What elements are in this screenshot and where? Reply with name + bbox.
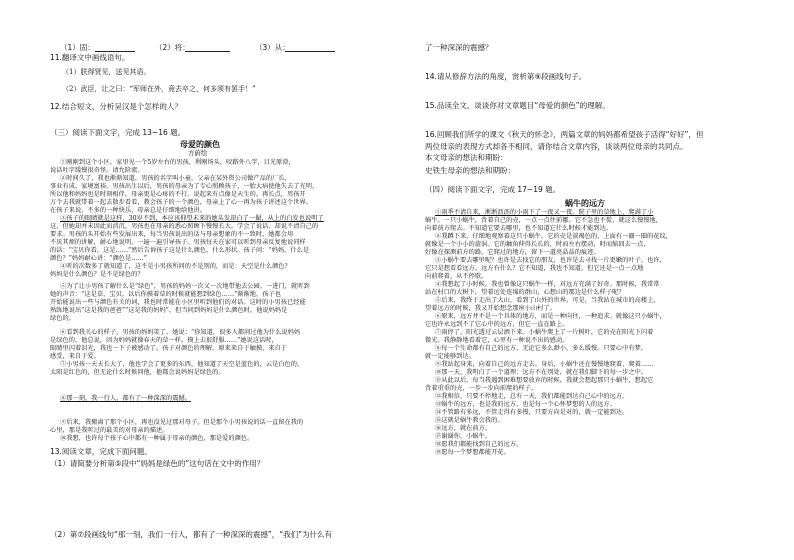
essay2-line: 就一定能够到达。 xyxy=(425,353,475,360)
essay-line: 颜色？”妈妈耐心讲：“颜色是……” xyxy=(50,255,147,262)
essay-line: 绿色的。 xyxy=(50,315,75,322)
essay-line: 在孩子来说，不多的一种快乐，母亲总是仔细地给他讲。 xyxy=(50,207,206,214)
essay2-line: ⑧每一个生命都有自己的远方，无论它多么渺小，多么缓慢。只要心中有梦， xyxy=(435,345,648,352)
essay2-line: ②我蹲下来，仔细地观察着这只小蜗牛。它的壳是淡褐色的，上面有一圈一圈的花纹， xyxy=(435,233,673,240)
essay2-line: 蜗牛。一只小蜗牛，背着自己的壳，一点一点往前挪。它不急也不慌，就这么慢慢地， xyxy=(425,217,663,224)
essay-line: ⑥看到我关心的样子，男孩的妈妈笑了。她说：“你知道，很多人都问过他为什么说妈妈 xyxy=(60,329,301,336)
essay2-line: ⑮这就是蜗牛教会我的。 xyxy=(435,417,504,424)
essay-line-underlined: ⑧那一刻，我一行人，都有了一种深深的震撼。 xyxy=(60,395,191,402)
essay2-line: 好像在探测前方的路。它爬过的地方，留下一道亮晶晶的痕迹。 xyxy=(425,249,600,256)
essay2-line: 它也许永远到不了它心中的远方，但它一直在路上。 xyxy=(425,321,569,328)
essay2-line: ⑫我相信，只要不停地走，总有一天，我们都能到达自己心中的远方。 xyxy=(435,393,629,400)
answer-line xyxy=(285,51,335,52)
essay-line: 她的声音：“这是草，宝贝，以后你摸着草的时候就能想到绿色……”渐渐地，孩子也 xyxy=(50,291,281,298)
q10-sub-b: （2）将： xyxy=(155,43,190,52)
answer-line xyxy=(95,51,135,52)
q11-item-2: （2）武臣，让之曰：“军师在外，竟去卒之，何多须有罢手！” xyxy=(62,85,256,93)
essay2-line: ⑦雨停了，阳光透过云层洒下来。小蜗牛爬上了一片树叶，它的壳在阳光下闪着 xyxy=(435,329,654,336)
essay-line: 是绿色的，他总说，因为妈妈就像春天的草一样，摸上去很舒服……”她说这话时， xyxy=(50,337,278,344)
essay-title: 母爱的颜色 xyxy=(180,139,220,149)
essay2-line: ⑰谢谢你，小蜗牛。 xyxy=(435,433,492,440)
essay2-line: ⑱愿我们都能找到自己的远方。 xyxy=(435,441,523,448)
essay-line: 要求。男孩的头开始有些发展出来，每当男孩说出的话与母亲想象的不一致时，她都会用 xyxy=(50,231,294,238)
essay-line: 眼睛里闪着泪光，我也一下子被感动了。孩子对颜色的理解，原来来自于触摸，来自于 xyxy=(50,345,288,352)
essay2-line: ⑥原来，远方并不是一个具体的地方，而是一种向往，一种追求。就像这只小蜗牛， xyxy=(435,313,666,320)
q11-item-1: （1）朕得贤见，送见其语。 xyxy=(62,68,151,76)
essay2-line: 向前爬着，从不停歇。 xyxy=(425,273,488,280)
essay-line: 不厌其烦的讲解，耐心地说明，一遍一遍引导孩子。男孩每天在家可以听到母亲反复地说同样 xyxy=(50,239,306,246)
essay2-line: ⑲愿每一个梦想都能开花。 xyxy=(435,449,510,456)
essay2-line: ⑤后来，我终于走出了大山，看到了山外的世界。可是，当我站在城市的高楼上， xyxy=(435,297,660,304)
q13-part-1: （1）请简要分析第⑤段中“妈妈是绿色的”这句话在文中的作用？ xyxy=(50,459,265,468)
essay-line: ⑦小男孩一天天长大了，他也学会了更多的东西，他知道了天空是蓝色的，云是白色的， xyxy=(60,361,304,368)
q14-stem: 14.请从修辞方法的角度，赏析第⑨段画线句子。 xyxy=(425,72,587,81)
essay2-line: ③小蜗牛要去哪里呢？也许是去找它的朋友，也许是去寻找一片更嫩的叶子，也许， xyxy=(435,257,666,264)
essay2-line: ⑩那一天，我明白了一个道理：远方不在别处，就在我们脚下的每一步之中。 xyxy=(435,369,648,376)
essay2-line: 望着远方的时候，我又开始想念那座小山村了。 xyxy=(425,305,556,312)
essay-line: 事业有成。家境富裕。男孩出生以后，男孩的母亲为了专心照顾孩子，一胎大病使他失去了光明， xyxy=(50,183,319,190)
essay-line: ②时间久了，我也渐渐知道，男孩的名字叫小童，父亲在某外资公司做产品的厂长， xyxy=(60,175,291,182)
essay-line: 这，但她却并未因此而消沉，男孩也在母亲的悉心照顾下慢慢长大。学会了说话，却说不清自己的 xyxy=(50,223,319,230)
section-4-heading: （四）阅读下面文字，完成 17~19 题。 xyxy=(425,185,561,194)
essay-line: ④听的次数多了就知道了，这不是小男孩所问的不是别的，而是：天空是什么颜色？ xyxy=(60,263,291,270)
q15-stem: 15.品读全文，谈谈你对文章题目“母爱的颜色”的理解。 xyxy=(425,101,610,110)
essay-line: 熟练地说出“这是我的爸爸”“这是我的妈妈”，但当问到妈妈是什么颜色时，他说妈妈是 xyxy=(50,307,288,314)
essay-line: ①刚刚到这个小区，家里见一个5岁左右的男孩，利刚场头，咬路外八字，目光原澄， xyxy=(60,159,295,166)
essay-line: 开始能说出一些与颜色有关的词，我也时常能在小区里听到他们的对话。这时的小男孩已经能 xyxy=(50,299,306,306)
essay2-line: ⑬蜗牛的远方，也是我的远方，也是每一个心怀梦想的人的远方。 xyxy=(435,401,616,408)
essay2-line-underlined: ①雨季不请自来，淅淅沥沥的小雨下了一夜又一夜。院子里的草地上，爬满了小 xyxy=(435,209,654,216)
essay-line: ⑩我想，也许每个孩子心中都有一种属于母亲的颜色，那是爱的颜色。 xyxy=(60,435,254,442)
essay2-line: ⑯远方，就在前方。 xyxy=(435,425,492,432)
essay2-line: ⑭不管路有多远，不管走得有多慢，只要方向是对的，就一定能到达。 xyxy=(435,409,629,416)
q13-part-2-cont: 了一种深深的震撼？ xyxy=(425,43,493,52)
essay2-line: ⑨我站起身来，向着自己的远方走去。身后，小蜗牛还在慢慢地爬着，爬着…… xyxy=(435,361,654,368)
essay2-line: 背着重重的壳，一步一步向前爬的样子。 xyxy=(425,385,538,392)
essay-line: 的话：“宝贝你看，这是……”然后告诉孩子这是什么颜色，什么形状。孩子问：“妈妈，什么是 xyxy=(50,247,310,254)
essay2-line: ④我想起了小时候，我也曾像这只蜗牛一样，对远方充满了好奇。那时候，我常常 xyxy=(435,281,660,288)
essay2-line: 微光。我静静地看着它，心里有一种说不出的感动。 xyxy=(425,337,569,344)
essay2-title: 蜗牛的远方 xyxy=(565,198,605,208)
essay-line: ⑨后来，我搬离了那个小区，再也没见过那对母子。但是那个小男孩说的话一直留在我的 xyxy=(60,419,304,426)
essay2-line: 站在村口的大树下，望着远处连绵的群山，心想山的那边是什么样子呢？ xyxy=(425,289,625,296)
q16-stem-1: 16.回顾我们所学的课文《秋天的怀念》，两篇文章的妈妈都希望孩子活得“好好”，但 xyxy=(425,130,704,139)
q16-prompt-a: 本文母亲的想法和期盼： xyxy=(425,153,508,162)
essay2-line: ⑪从此以后，每当我遇到困难想要放弃的时候，我就会想起那只小蜗牛，想起它 xyxy=(435,377,654,384)
essay-line: 妈妈是什么颜色？是不是绿色的？ xyxy=(50,271,144,278)
q12-stem: 12.结合短文，分析吴汉是个怎样的人？ xyxy=(50,102,182,111)
essay-line: 所以他和妈妈也是时刻相伴，母亲更是心疼的不行。说起来有点像是天生的。再长点，男孩开 xyxy=(50,191,306,198)
q10-sub-a: （1）固： xyxy=(60,43,95,52)
essay-line: 太阳是红色的，但无论什么时候问他，他都会说妈妈是绿色的。 xyxy=(50,369,225,376)
q13-stem: 13.阅读文章，完成下面问题。 xyxy=(50,447,152,456)
answer-line xyxy=(185,51,230,52)
section-3-heading: （三）阅读下面文字，完成 13~16 题。 xyxy=(50,128,186,137)
essay-line: ⑤为了让小男孩了解什么是“绿色”，男孩的妈妈一次又一次地带他去公园。一进门，就听到 xyxy=(60,283,310,290)
essay2-line: 就像是一个小小的旋涡。它的触角伸得长长的，时而左右摆动，时而缩回去一点， xyxy=(425,241,650,248)
essay2-line: 向着前方爬去。不知道它要去哪里，也不知道它什么时候才能到达。 xyxy=(425,225,613,232)
q10-sub-c: （3）从： xyxy=(255,43,290,52)
q11-stem: 11.翻译文中画线语句。 xyxy=(50,53,130,62)
q16-prompt-b: 史铁生母亲的想法和期盼： xyxy=(425,166,515,175)
essay-line: 心里，那是我听过的最美的对母亲的描述。 xyxy=(50,427,169,434)
q13-part-2: （2）第⑦段画线句“那一刻，我们一行人，都有了一种深深的震撼”，“我们”为什么有 xyxy=(50,530,333,539)
essay2-line: 它只是想看看远方。远方有什么？它不知道，我也不知道。但它还是一点一点地 xyxy=(425,265,644,272)
essay-author: 方蔚绘 xyxy=(188,149,208,157)
essay-line: 万个去我就带着一起去散步看看，教会孩子的一个颜色，母亲上了心一再为孩子讲述这个世界。 xyxy=(50,199,312,206)
essay-line: 说话吐字缓慢很奇怪。请允阶流。 xyxy=(50,167,144,174)
q16-stem-2: 两位母亲的表现方式却各不相同，请你结合文章内容，谈谈两位母亲的共同点。 xyxy=(425,142,688,151)
essay-line-underlined: ③孩子的眼睛就是这样，30岁不到，本应该仰望未来的她头发却白了一撮，从上的白发也说明了 xyxy=(60,215,324,222)
essay-line: 感受，来自于爱。 xyxy=(50,353,100,360)
